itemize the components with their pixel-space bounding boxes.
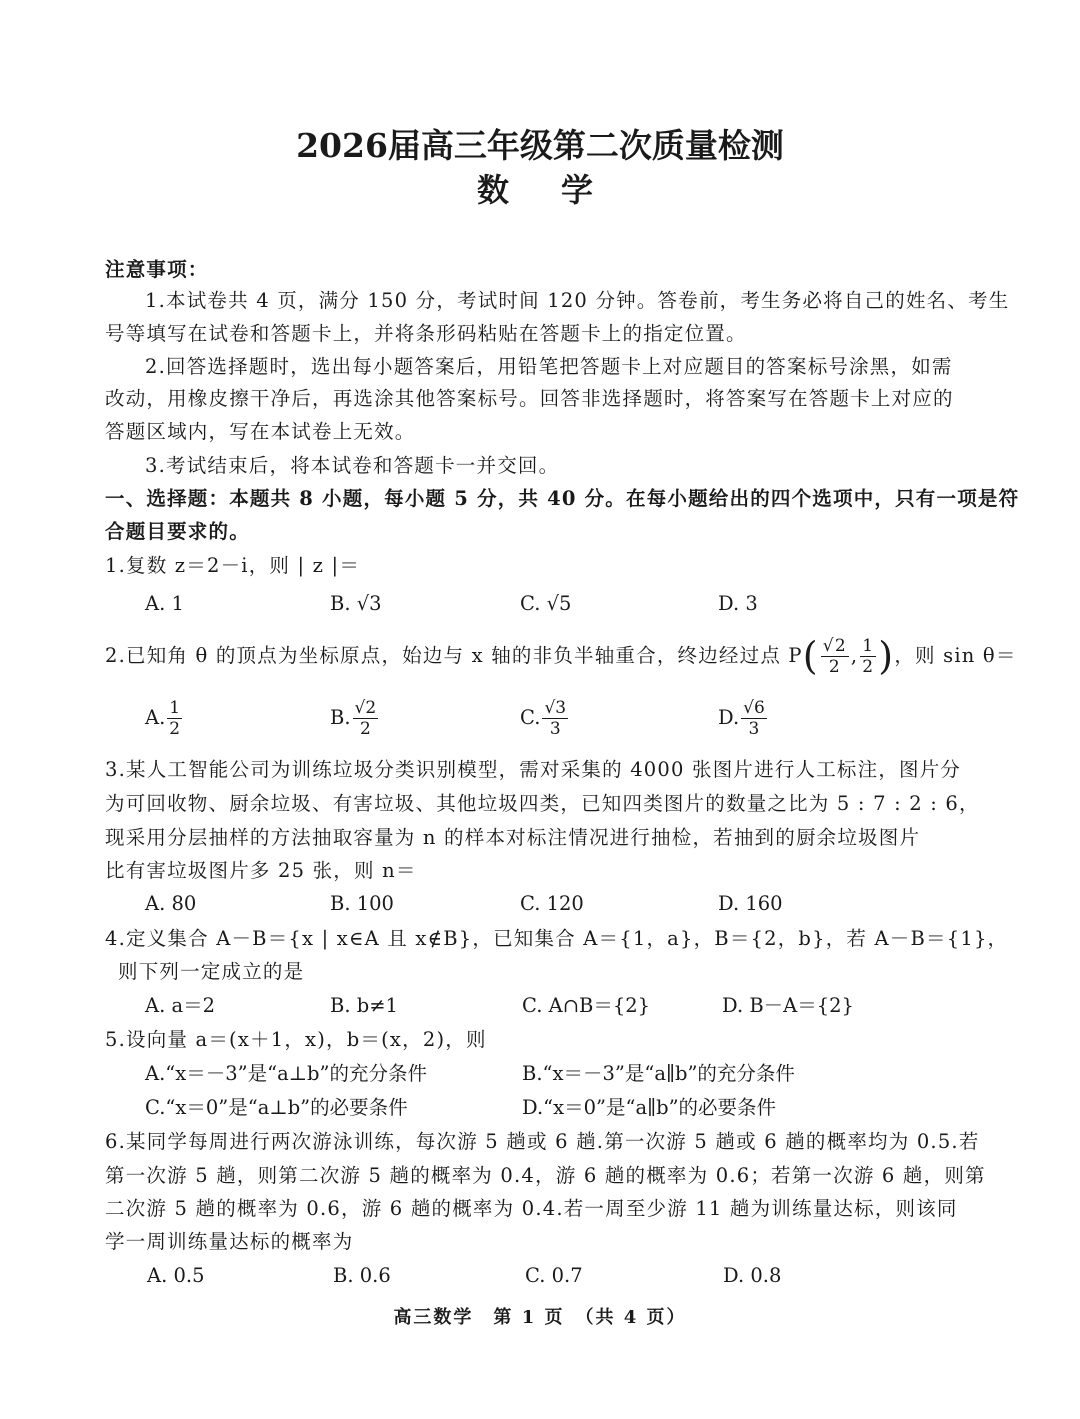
q5-option-b: B.“x＝－3”是“a∥b”的充分条件 [522,1062,795,1085]
q6-option-a: A. 0.5 [147,1264,205,1287]
q2-stem-text: 2.已知角 θ 的顶点为坐标原点，始边与 x 轴的非负半轴重合，终边经过点 P [105,644,803,667]
q3-option-b: B. 100 [330,892,394,915]
question-4-stem: 4.定义集合 A－B＝{x | x∈A 且 x∉B}，已知集合 A＝{1，a}，B＝{2，b}，若 A－B＝{1}， [105,927,1009,950]
q2-option-a [145,698,184,739]
fraction-numerator: √2 [354,698,377,718]
question-4-stem: 则下列一定成立的是 [118,960,305,983]
question-1-stem: 1.复数 z＝2－i，则 | z |＝ [105,554,361,577]
notice-heading: 注意事项： [105,258,209,281]
subject-title: 数 学 [476,171,603,209]
fraction-numerator: √3 [544,698,567,718]
option-label: A. [145,706,166,729]
question-3-stem: 3.某人工智能公司为训练垃圾分类识别模型，需对采集的 4000 张图片进行人工标注，图片分 [105,758,962,781]
exam-title: 2026届高三年级第二次质量检测 [296,126,784,165]
question-3-stem: 现采用分层抽样的方法抽取容量为 n 的样本对标注情况进行抽检，若抽到的厨余垃圾图片 [105,826,921,849]
q1-option-a: A. 1 [145,592,184,615]
q6-option-d: D. 0.8 [723,1264,782,1287]
notice-line: 号等填写在试卷和答题卡上，并将条形码粘贴在答题卡上的指定位置。 [105,322,747,345]
q1-option-b: B. √3 [330,592,382,615]
fraction-denominator: 2 [862,656,875,677]
question-3-stem: 比有害垃圾图片多 25 张，则 n＝ [105,859,417,882]
fraction-numerator: 1 [169,698,181,718]
page-footer: 高三数学 第 1 页 （共 4 页） [393,1307,687,1328]
point-x-fraction [821,636,849,677]
q2-option-c [520,698,570,739]
question-6-stem: 6.某同学每周进行两次游泳训练，每次游 5 趟或 6 趟.第一次游 5 趟或 6 趟的概率均为 0.5.若 [105,1130,980,1153]
question-6-stem: 学一周训练量达标的概率为 [105,1230,354,1253]
q5-option-c: C.“x＝0”是“a⊥b”的必要条件 [145,1096,408,1119]
fraction-denominator: 2 [359,719,371,739]
q4-option-c: C. A∩B＝{2} [522,994,651,1017]
q5-option-d: D.“x＝0”是“a∥b”的必要条件 [522,1096,777,1119]
q3-option-a: A. 80 [145,892,197,915]
option-label: D. [718,706,740,729]
q1-option-c: C. √5 [520,592,572,615]
q2-option-d [718,698,769,739]
fraction-numerator: √6 [743,698,765,718]
q3-option-c: C. 120 [520,892,584,915]
section-heading: 合题目要求的。 [105,520,250,543]
option-label: C. [520,706,541,729]
fraction-denominator: 2 [828,656,841,677]
notice-line: 改动，用橡皮擦干净后，再选涂其他答案标号。回答非选择题时，将答案写在答题卡上对应的 [105,387,954,410]
option-label: B. [330,706,351,729]
fraction-numerator: 1 [862,635,875,656]
question-3-stem: 为可回收物、厨余垃圾、有害垃圾、其他垃圾四类，已知四类图片的数量之比为 5 : 7 : 2 : 6， [105,792,980,815]
fraction-denominator: 3 [748,719,760,739]
q3-option-d: D. 160 [718,892,783,915]
section-heading: 一、选择题：本题共 8 小题，每小题 5 分，共 40 分。在每小题给出的四个选项中，只有一项是符 [105,487,1020,510]
question-2-stem: 2.已知角 θ 的顶点为坐标原点，始边与 x 轴的非负半轴重合，终边经过点 P ( $\frac{√2}{2}$ , $\frac{1}{2}$ ) ，则 sin θ＝ [105,634,1017,678]
q2-stem-text: ，则 sin θ＝ [894,644,1017,667]
q4-option-a: A. a＝2 [145,994,216,1017]
fraction-denominator: 3 [549,719,561,739]
q6-option-c: C. 0.7 [525,1264,583,1287]
q4-option-d: D. B－A＝{2} [722,994,854,1017]
question-6-stem: 第一次游 5 趟，则第二次游 5 趟的概率为 0.4，游 6 趟的概率为 0.6；若第一次游 6 趟，则第 [105,1164,986,1187]
q2-option-b [330,698,380,739]
point-y-fraction [860,636,876,677]
fraction-numerator: √2 [822,635,847,656]
question-5-stem: 5.设向量 a＝(x＋1，x)，b＝(x，2)，则 [105,1028,487,1051]
q1-option-d: D. 3 [718,592,758,615]
q6-option-b: B. 0.6 [333,1264,391,1287]
notice-line: 2.回答选择题时，选出每小题答案后，用铅笔把答题卡上对应题目的答案标号涂黑，如需 [145,355,953,378]
notice-line: 答题区域内，写在本试卷上无效。 [105,420,416,443]
fraction-denominator: 2 [169,719,181,739]
question-6-stem: 二次游 5 趟的概率为 0.6，游 6 趟的概率为 0.4.若一周至少游 11 趟为训练量达标，则该同 [105,1197,958,1220]
q5-option-a: A.“x＝－3”是“a⊥b”的充分条件 [145,1062,428,1085]
q4-option-b: B. b≠1 [330,994,398,1017]
notice-line: 1.本试卷共 4 页，满分 150 分，考试时间 120 分钟。答卷前，考生务必将自己的姓名、考生 [145,289,1010,312]
notice-line: 3.考试结束后，将本试卷和答题卡一并交回。 [145,454,560,477]
